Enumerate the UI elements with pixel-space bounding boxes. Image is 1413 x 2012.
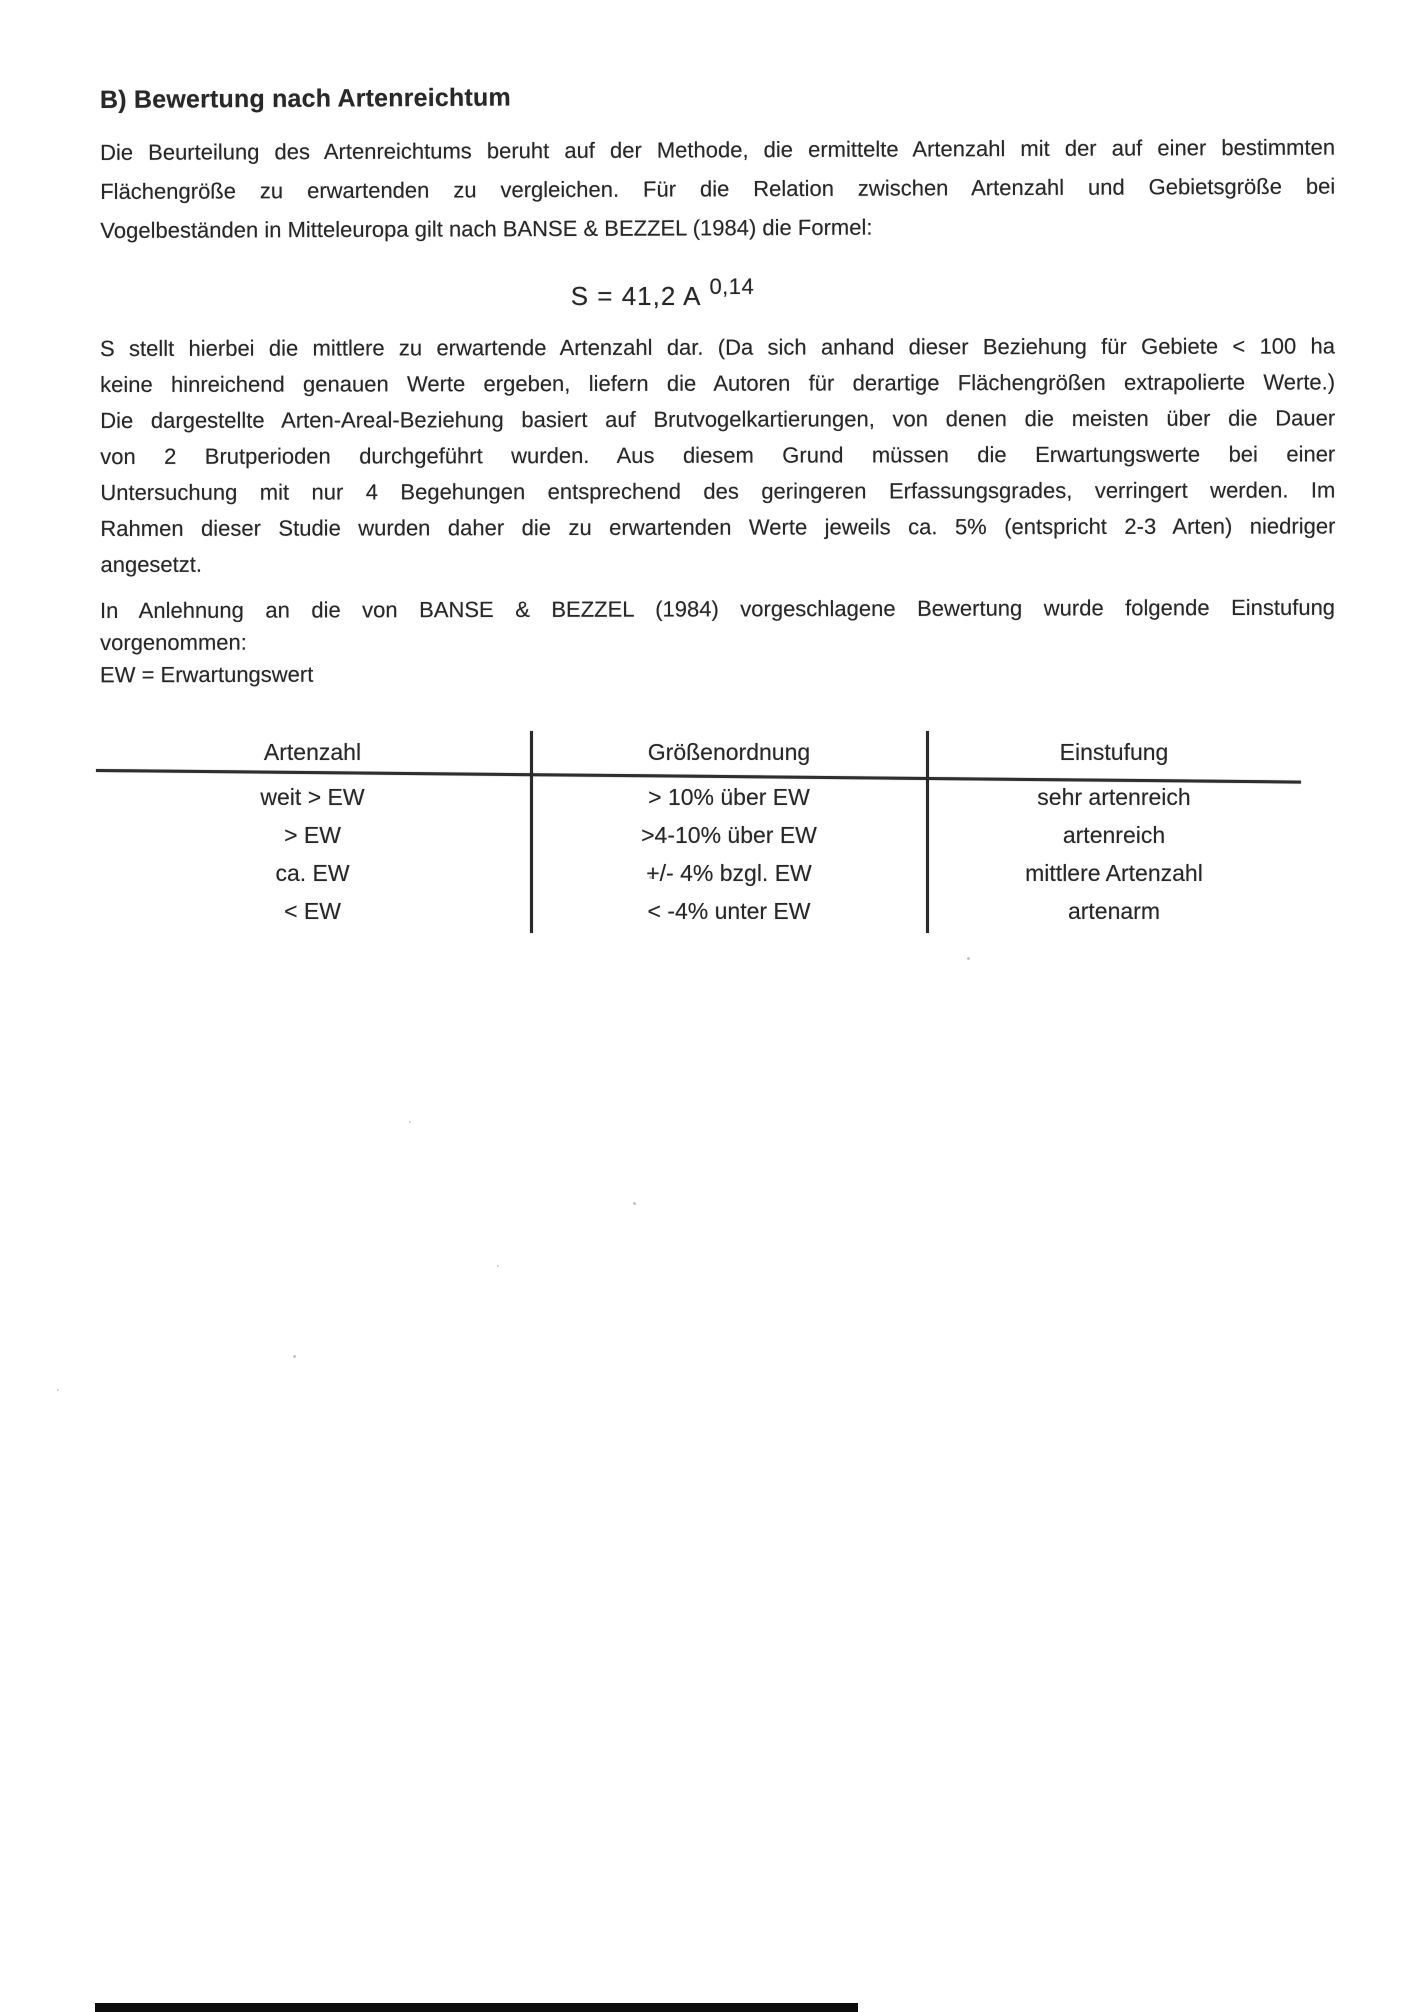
- scan-artifact-bar: [95, 2003, 858, 2012]
- paragraph-expectation-values: [100, 335, 1336, 590]
- ew-abbreviation-note: EW = Erwartungswert: [99, 661, 314, 688]
- formula-wrap: [570, 274, 755, 311]
- scan-speck: [649, 876, 652, 879]
- paragraph-line: keine hinreichend genauen Werte ergeben, liefern die Autoren für derartige Flächengrößen extrapolierte Werte.): [100, 369, 1336, 397]
- scan-speck: [497, 1265, 499, 1267]
- paragraph-line: In Anlehnung an die von BANSE & BEZZEL (1984) vorgeschlagene Bewertung wurde folgende Einstufung: [99, 594, 1336, 623]
- table-cell: > EW: [284, 822, 341, 848]
- paragraph-line: Vogelbeständen in Mitteleuropa gilt nach BANSE & BEZZEL (1984) die Formel:: [100, 214, 873, 243]
- scan-speck: [293, 1355, 296, 1358]
- table-cell: weit > EW: [260, 784, 365, 810]
- paragraph-method: [99, 134, 1336, 259]
- formula-exponent: 0,14: [709, 274, 755, 299]
- table-cell: > 10% über EW: [648, 784, 810, 810]
- table-cell: sehr artenreich: [1037, 784, 1191, 810]
- table-cell: artenreich: [1062, 822, 1166, 848]
- table-cell: +/- 4% bzgl. EW: [646, 860, 812, 886]
- paragraph-line: angesetzt.: [100, 551, 203, 577]
- paragraph-classification-intro: [99, 594, 1336, 664]
- paragraph-line: Die Beurteilung des Artenreichtums beruht auf der Methode, die ermittelte Artenzahl mit der auf einer bestimmten: [99, 134, 1336, 165]
- table-header-artenzahl: Artenzahl: [263, 739, 362, 765]
- paragraph-line: von 2 Brutperioden durchgeführt wurden. Aus diesem Grund müssen die Erwartungswerte bei einer: [100, 441, 1336, 469]
- paragraph-line: Die dargestellte Arten-Areal-Beziehung basiert auf Brutvogelkartierungen, von denen die meisten über die Dauer: [100, 405, 1336, 433]
- table-header-groessenordnung: Größenordnung: [647, 739, 811, 765]
- table-cell: >4-10% über EW: [641, 822, 817, 848]
- section-heading: B) Bewertung nach Artenreichtum: [99, 83, 511, 114]
- table-cell: mittlere Artenzahl: [1025, 860, 1203, 886]
- paragraph-line: vorgenommen:: [100, 629, 247, 655]
- formula-base: S = 41,2 A: [570, 281, 702, 311]
- species-area-formula: [0, 274, 1413, 312]
- table-cell: < EW: [284, 898, 341, 924]
- scan-speck: [967, 957, 970, 960]
- paragraph-line: Rahmen dieser Studie wurden daher die zu erwartenden Werte jeweils ca. 5% (entspricht 2-3 Arten) niedriger: [100, 513, 1336, 541]
- scan-speck: [57, 1389, 59, 1391]
- scan-speck: [409, 1121, 411, 1123]
- table-cell: ca. EW: [275, 860, 350, 886]
- table-cell: artenarm: [1067, 898, 1161, 924]
- scan-speck: [633, 1202, 636, 1205]
- paragraph-line: Flächengröße zu erwartenden zu vergleichen. Für die Relation zwischen Artenzahl und Gebietsgröße bei: [100, 173, 1336, 204]
- paragraph-line: Untersuchung mit nur 4 Begehungen entsprechend des geringeren Erfassungsgrades, verringert werden. Im: [100, 477, 1336, 505]
- paragraph-line: S stellt hierbei die mittlere zu erwartende Artenzahl dar. (Da sich anhand dieser Beziehung für Gebiete < 100 ha: [99, 333, 1336, 361]
- table-header-einstufung: Einstufung: [1059, 739, 1169, 765]
- table-cell: < -4% unter EW: [647, 898, 811, 924]
